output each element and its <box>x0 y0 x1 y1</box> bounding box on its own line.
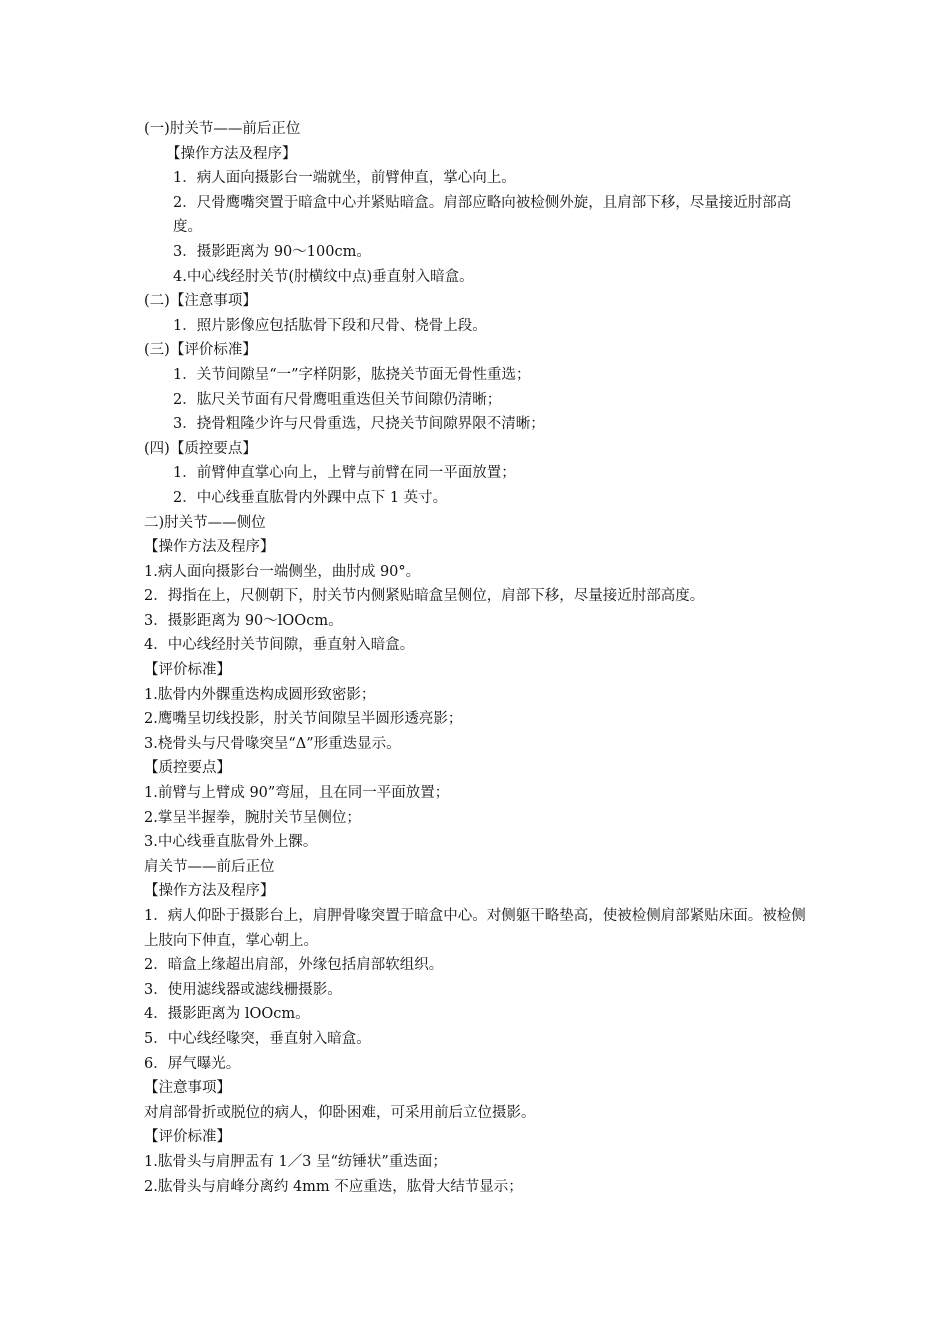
text-line: 2.鹰嘴呈切线投影，肘关节间隙呈半圆形透亮影； <box>144 711 463 728</box>
text-line: 2．拇指在上，尺侧朝下，肘关节内侧紧贴暗盒呈侧位，肩部下移，尽量接近肘部高度。 <box>144 588 705 605</box>
text-line: 【评价标准】 <box>144 1129 231 1146</box>
text-line: 2.肱骨头与肩峰分离约 4mm 不应重迭，肱骨大结节显示； <box>144 1178 523 1195</box>
text-line: 二)肘关节——侧位 <box>144 514 266 531</box>
text-line: (一)肘关节——前后正位 <box>144 121 301 137</box>
text-line: 2.掌呈半握拳，腕肘关节呈侧位； <box>144 809 361 826</box>
text-line: 2．尺骨鹰嘴突置于暗盒中心并紧贴暗盒。肩部应略向被检侧外旋，且肩部下移，尽量接近肘部高度。 <box>173 194 792 236</box>
text-line: 【操作方法及程序】 <box>144 539 275 556</box>
text-line: (四)【质控要点】 <box>144 440 257 457</box>
text-line: (三)【评价标准】 <box>144 342 257 359</box>
text-line: 1.病人面向摄影台一端侧坐，曲肘成 90°。 <box>144 563 421 580</box>
text-line: 3．摄影距离为 90～100cm。 <box>173 243 371 260</box>
text-line: 5．中心线经喙突，垂直射入暗盒。 <box>144 1030 371 1047</box>
text-line: 1．关节间隙呈“一”字样阴影，肱挠关节面无骨性重选； <box>173 366 531 383</box>
text-line: 6．屏气曝光。 <box>144 1055 241 1072</box>
text-line: 1．照片影像应包括肱骨下段和尺骨、桡骨上段。 <box>173 317 487 334</box>
text-line: 对肩部骨折或脱位的病人，仰卧困难，可采用前后立位摄影。 <box>144 1104 536 1121</box>
text-line: 1.前臂与上臂成 90”弯屈，且在同一平面放置； <box>144 785 450 802</box>
text-line: 【质控要点】 <box>144 760 231 777</box>
text-line: 4．摄影距离为 lOOcm。 <box>144 1006 310 1023</box>
text-line: 3．摄影距离为 90～lOOcm。 <box>144 612 343 629</box>
text-line: 1．前臂伸直掌心向上，上臂与前臂在同一平面放置； <box>173 465 516 482</box>
text-line: 【操作方法及程序】 <box>166 145 297 162</box>
text-line: 【注意事项】 <box>144 1080 231 1097</box>
text-line: 1．病人面向摄影台一端就坐，前臂伸直，掌心向上。 <box>173 170 516 187</box>
text-line: 2．中心线垂直肱骨内外踝中点下 1 英寸。 <box>173 489 448 506</box>
text-line: 3.桡骨头与尺骨喙突呈“Δ”形重迭显示。 <box>144 735 401 752</box>
text-line: 4.中心线经肘关节(肘横纹中点)垂直射入暗盒。 <box>173 268 474 285</box>
text-line: (二)【注意事项】 <box>144 293 257 310</box>
text-line: 1.肱骨内外髁重迭构成圆形致密影； <box>144 686 376 703</box>
text-line: 3.中心线垂直肱骨外上髁。 <box>144 834 318 851</box>
text-line: 【评价标准】 <box>144 662 231 679</box>
text-line: 3．挠骨粗隆少许与尺骨重选，尺挠关节间隙界限不清晰； <box>173 416 545 433</box>
text-line: 4．中心线经肘关节间隙，垂直射入暗盒。 <box>144 637 415 654</box>
text-line: 1.肱骨头与肩胛盂有 1／3 呈“纺锤状”重迭面； <box>144 1153 447 1170</box>
text-line: 肩关节——前后正位 <box>144 858 275 875</box>
text-line: 3．使用滤线器或滤线栅摄影。 <box>144 981 342 998</box>
text-line: 1．病人仰卧于摄影台上，肩胛骨喙突置于暗盒中心。对侧躯干略垫高，使被检侧肩部紧贴床面。被检侧上肢向下伸直，掌心朝上。 <box>144 908 806 949</box>
text-line: 2．肱尺关节面有尺骨鹰咀重迭但关节间隙仍清晰； <box>173 391 502 408</box>
text-line: 【操作方法及程序】 <box>144 883 275 900</box>
document-body <box>144 117 814 1199</box>
text-line: 2．暗盒上缘超出肩部，外缘包括肩部软组织。 <box>144 957 444 974</box>
